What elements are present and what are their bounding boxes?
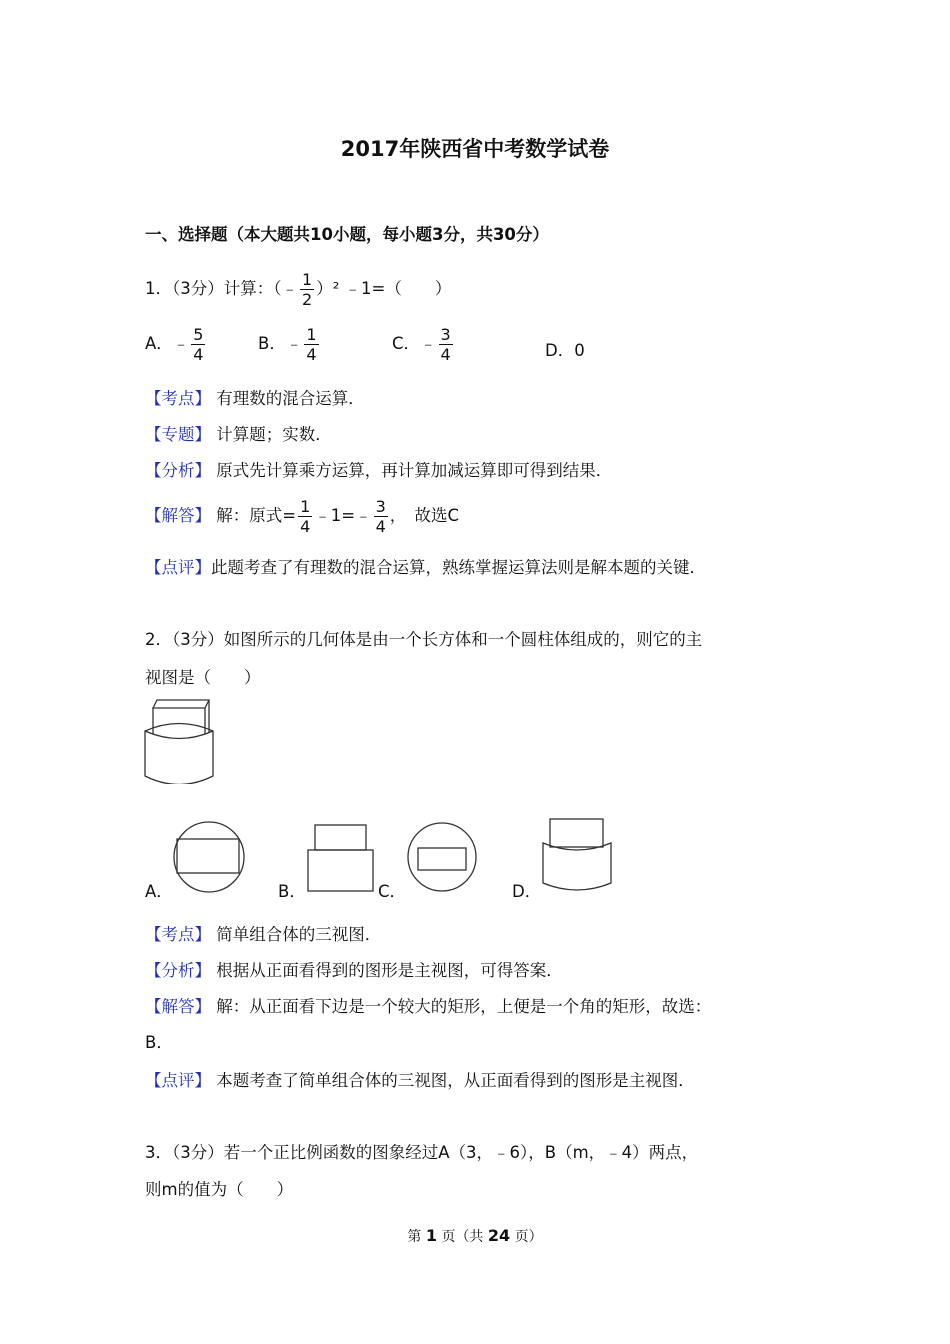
zhuanti-text: 计算题；实数． <box>216 425 332 444</box>
q3-stem-line2: 则m的值为（ ） <box>145 1180 294 1199</box>
jieda-text: ， 故选C <box>389 506 460 525</box>
q1-zhuanti <box>145 424 332 446</box>
denominator: 4 <box>193 345 204 364</box>
numerator: 1 <box>306 325 317 344</box>
numerator: 1 <box>302 270 313 289</box>
q1-kaodian <box>145 388 365 410</box>
dianping-text: 此题考查了有理数的混合运算，熟练掌握运算法则是解本题的关键． <box>211 558 706 577</box>
footer-text: 页（共 <box>441 1229 484 1245</box>
page-number: 1 <box>425 1226 437 1245</box>
label-kaodian: 【考点】 <box>145 925 211 944</box>
q2-option-d-label: D． <box>512 882 542 901</box>
denominator: 4 <box>300 517 311 536</box>
numerator: 3 <box>375 497 386 516</box>
label-jieda: 【解答】 <box>145 506 211 525</box>
q1-jieda <box>145 497 459 536</box>
numerator: 1 <box>300 497 311 516</box>
numerator: 5 <box>193 325 204 344</box>
label-fenxi: 【分析】 <box>145 961 211 980</box>
q2-fenxi <box>145 960 563 982</box>
q1-fenxi <box>145 460 612 482</box>
denominator: 4 <box>440 345 451 364</box>
option-fraction <box>191 325 205 364</box>
jieda-text: 解：原式= <box>216 506 297 525</box>
q3-stem-line1: 3．（3分）若一个正比例函数的图象经过A（3，﹣6），B（m，﹣4）两点， <box>145 1143 699 1162</box>
total-pages: 24 <box>487 1226 511 1245</box>
label-jieda: 【解答】 <box>145 997 211 1016</box>
footer-text: 第 <box>407 1229 422 1245</box>
q1-stem-pre: 1．（3分）计算：（﹣ <box>145 279 298 298</box>
jieda-text: ﹣1=﹣ <box>314 506 372 525</box>
label-kaodian: 【考点】 <box>145 389 211 408</box>
jieda-fraction <box>374 497 388 536</box>
fenxi-text: 根据从正面看得到的图形是主视图，可得答案． <box>216 961 563 980</box>
q2-option-b-label: B． <box>278 882 306 901</box>
q1-option-c <box>392 325 455 364</box>
label-fenxi: 【分析】 <box>145 461 211 480</box>
option-label: A．﹣ <box>145 334 190 353</box>
page-title: 2017年陕西省中考数学试卷 <box>340 137 610 161</box>
section-heading: 一、选择题（本大题共10小题，每小题3分，共30分） <box>145 225 549 244</box>
q2-option-c-label: C． <box>378 882 407 901</box>
q2-solid-figure <box>143 698 217 784</box>
q1-option-a <box>145 325 207 364</box>
option-label: C．﹣ <box>392 334 437 353</box>
dianping-text: 本题考查了简单组合体的三视图，从正面看得到的图形是主视图． <box>216 1071 695 1090</box>
option-fraction <box>304 325 318 364</box>
label-dianping: 【点评】 <box>145 1071 211 1090</box>
q2-dianping <box>145 1070 695 1092</box>
kaodian-text: 有理数的混合运算． <box>216 389 365 408</box>
q2-option-a-label: A． <box>145 882 173 901</box>
page-footer <box>0 1226 950 1246</box>
q1-dianping <box>145 557 706 579</box>
numerator: 3 <box>440 325 451 344</box>
denominator: 4 <box>306 345 317 364</box>
kaodian-text: 简单组合体的三视图． <box>216 925 382 944</box>
q2-stem-line2: 视图是（ ） <box>145 668 261 687</box>
q2-option-d-figure <box>541 817 615 895</box>
option-fraction <box>439 325 453 364</box>
label-dianping: 【点评】 <box>145 558 211 577</box>
q2-kaodian <box>145 924 381 946</box>
q1-stem <box>145 270 451 309</box>
denominator: 4 <box>375 517 386 536</box>
q2-jieda <box>145 996 711 1018</box>
footer-text: 页） <box>514 1229 543 1245</box>
q1-option-d: D．0 <box>545 341 585 360</box>
label-zhuanti: 【专题】 <box>145 425 211 444</box>
jieda-text: 解：从正面看下边是一个较大的矩形，上便是一个角的矩形，故选： <box>216 997 712 1016</box>
q2-stem-line1: 2．（3分）如图所示的几何体是由一个长方体和一个圆柱体组成的，则它的主 <box>145 630 703 649</box>
q2-option-b-figure <box>306 823 376 893</box>
q2-option-c-figure <box>406 821 479 894</box>
denominator: 2 <box>302 290 313 309</box>
jieda-fraction <box>298 497 312 536</box>
option-label: B．﹣ <box>258 334 303 353</box>
fenxi-text: 原式先计算乘方运算，再计算加减运算即可得到结果． <box>216 461 613 480</box>
q2-option-a-figure <box>172 820 247 894</box>
q1-fraction <box>300 270 314 309</box>
q2-jieda-line2: B． <box>145 1033 173 1052</box>
q1-stem-post: ）² ﹣1=（ ） <box>316 279 452 298</box>
q1-option-b <box>258 325 321 364</box>
